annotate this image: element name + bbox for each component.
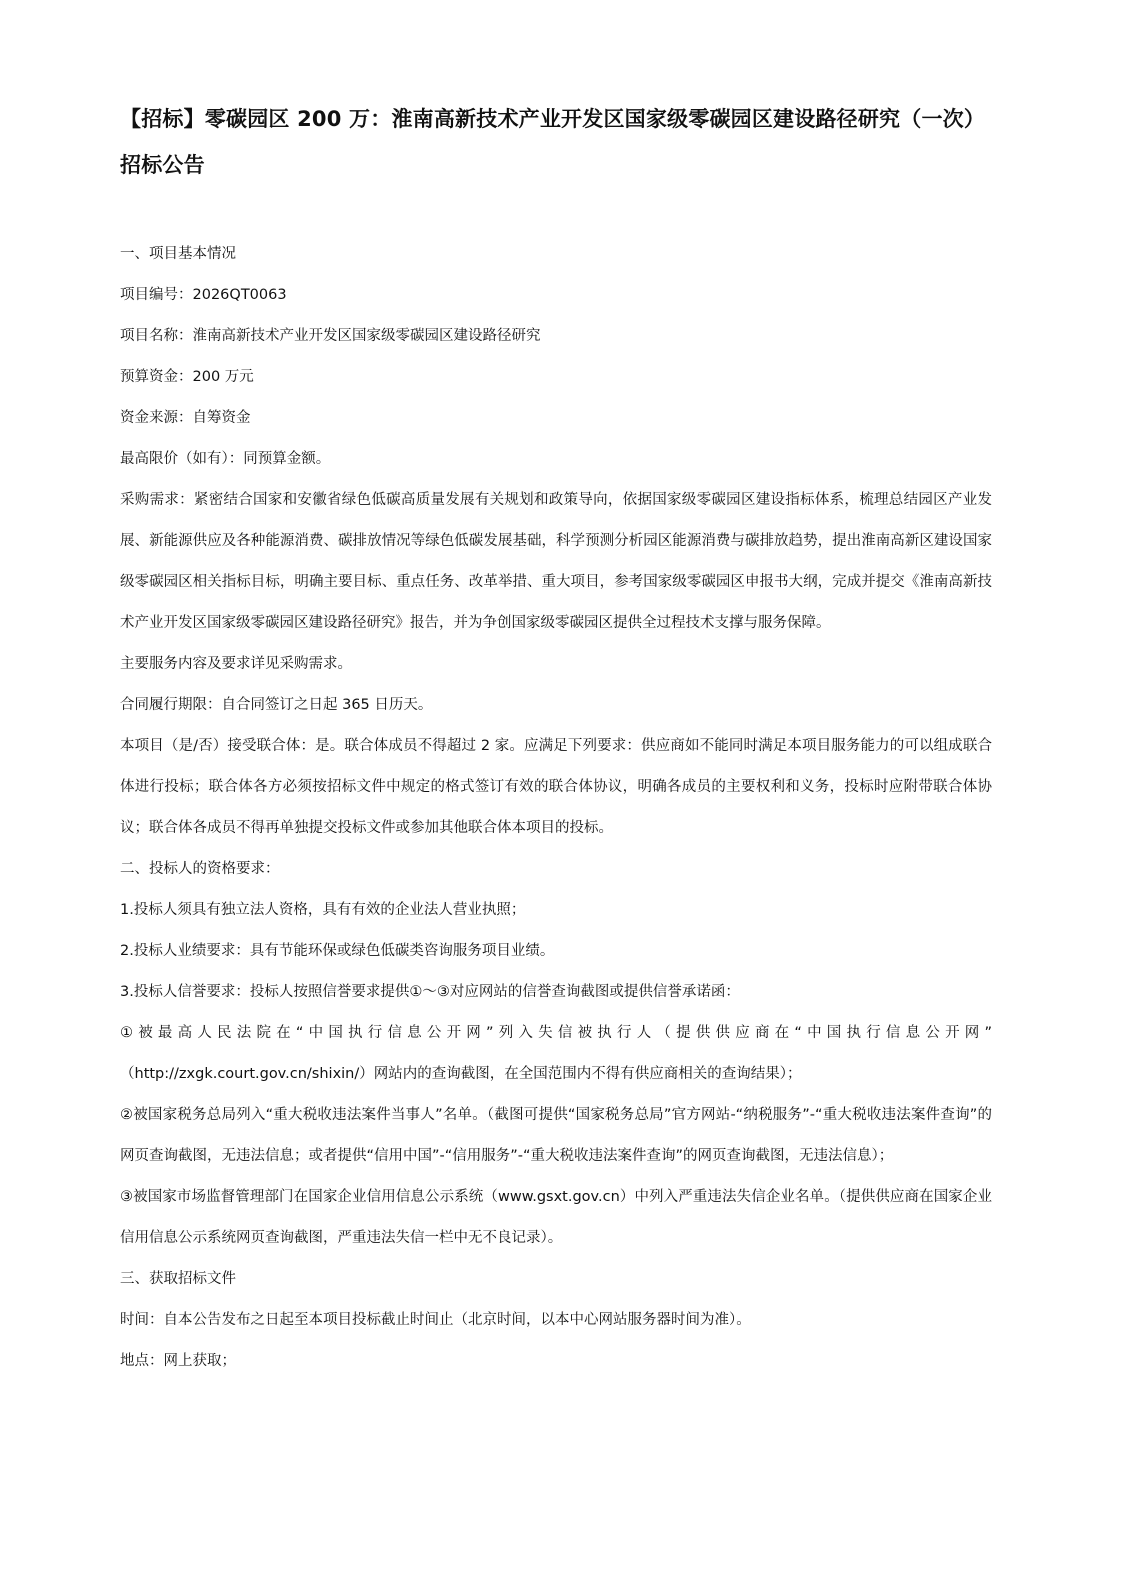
contract-period: 合同履行期限：自合同签订之日起 365 日历天。 bbox=[120, 697, 433, 713]
document-title: 【招标】零碳园区 200 万：淮南高新技术产业开发区国家级零碳园区建设路径研究（一次）招标公告 bbox=[120, 107, 986, 177]
document-page bbox=[120, 96, 992, 1382]
project-number: 项目编号：2026QT0063 bbox=[120, 287, 287, 303]
credit-requirement-1-line2: （http://zxgk.court.gov.cn/shixin/）网站内的查询截图，在全国范围内不得有供应商相关的查询结果）； bbox=[120, 1066, 802, 1082]
document-body bbox=[120, 234, 992, 1382]
obtain-place: 地点：网上获取； bbox=[120, 1353, 236, 1369]
section-heading-obtain-documents: 三、获取招标文件 bbox=[120, 1271, 236, 1287]
max-price: 最高限价（如有）：同预算金额。 bbox=[120, 451, 331, 467]
qualification-item-3: 3.投标人信誉要求：投标人按照信誉要求提供①～③对应网站的信誉查询截图或提供信誉承诺函： bbox=[120, 984, 740, 1000]
credit-requirement-1-line1: ①被最高人民法院在“中国执行信息公开网”列入失信被执行人（提供供应商在“中国执行信息公开网” bbox=[120, 1025, 992, 1041]
qualification-item-2: 2.投标人业绩要求：具有节能环保或绿色低碳类咨询服务项目业绩。 bbox=[120, 943, 555, 959]
project-name: 项目名称：淮南高新技术产业开发区国家级零碳园区建设路径研究 bbox=[120, 328, 541, 344]
fund-source: 资金来源：自筹资金 bbox=[120, 410, 251, 426]
credit-requirement-2: ②被国家税务总局列入“重大税收违法案件当事人”名单。（截图可提供“国家税务总局”官方网站-“纳税服务”-“重大税收违法案件查询”的网页查询截图，无违法信息；或者提供“信用中国”-“信用服务”-“重大税收违法案件查询”的网页查询截图，无违法信息）； bbox=[120, 1107, 992, 1164]
procurement-requirement: 采购需求：紧密结合国家和安徽省绿色低碳高质量发展有关规划和政策导向，依据国家级零碳园区建设指标体系，梳理总结园区产业发展、新能源供应及各种能源消费、碳排放情况等绿色低碳发展基础，科学预测分析园区能源消费与碳排放趋势，提出淮南高新区建设国家级零碳园区相关指标目标，明确主要目标、重点任务、改革举措、重大项目，参考国家级零碳园区申报书大纲，完成并提交《淮南高新技术产业开发区国家级零碳园区建设路径研究》报告，并为争创国家级零碳园区提供全过程技术支撑与服务保障。 bbox=[120, 492, 992, 631]
qualification-item-1: 1.投标人须具有独立法人资格，具有有效的企业法人营业执照； bbox=[120, 902, 526, 918]
credit-requirement-3: ③被国家市场监督管理部门在国家企业信用信息公示系统（www.gsxt.gov.cn）中列入严重违法失信企业名单。（提供供应商在国家企业信用信息公示系统网页查询截图，严重违法失信一栏中无不良记录）。 bbox=[120, 1189, 992, 1246]
section-heading-basic-info: 一、项目基本情况 bbox=[120, 246, 236, 262]
obtain-time: 时间：自本公告发布之日起至本项目投标截止时间止（北京时间，以本中心网站服务器时间为准）。 bbox=[120, 1312, 751, 1328]
service-content: 主要服务内容及要求详见采购需求。 bbox=[120, 656, 352, 672]
credit-requirement-1-continued bbox=[120, 1054, 992, 1095]
credit-requirement-1 bbox=[120, 1013, 992, 1054]
section-heading-qualifications: 二、投标人的资格要求： bbox=[120, 861, 280, 877]
budget: 预算资金：200 万元 bbox=[120, 369, 254, 385]
consortium-policy: 本项目（是/否）接受联合体：是。联合体成员不得超过 2 家。应满足下列要求：供应商如不能同时满足本项目服务能力的可以组成联合体进行投标；联合体各方必须按招标文件中规定的格式签订有效的联合体协议，明确各成员的主要权利和义务，投标时应附带联合体协议；联合体各成员不得再单独提交投标文件或参加其他联合体本项目的投标。 bbox=[120, 738, 992, 836]
